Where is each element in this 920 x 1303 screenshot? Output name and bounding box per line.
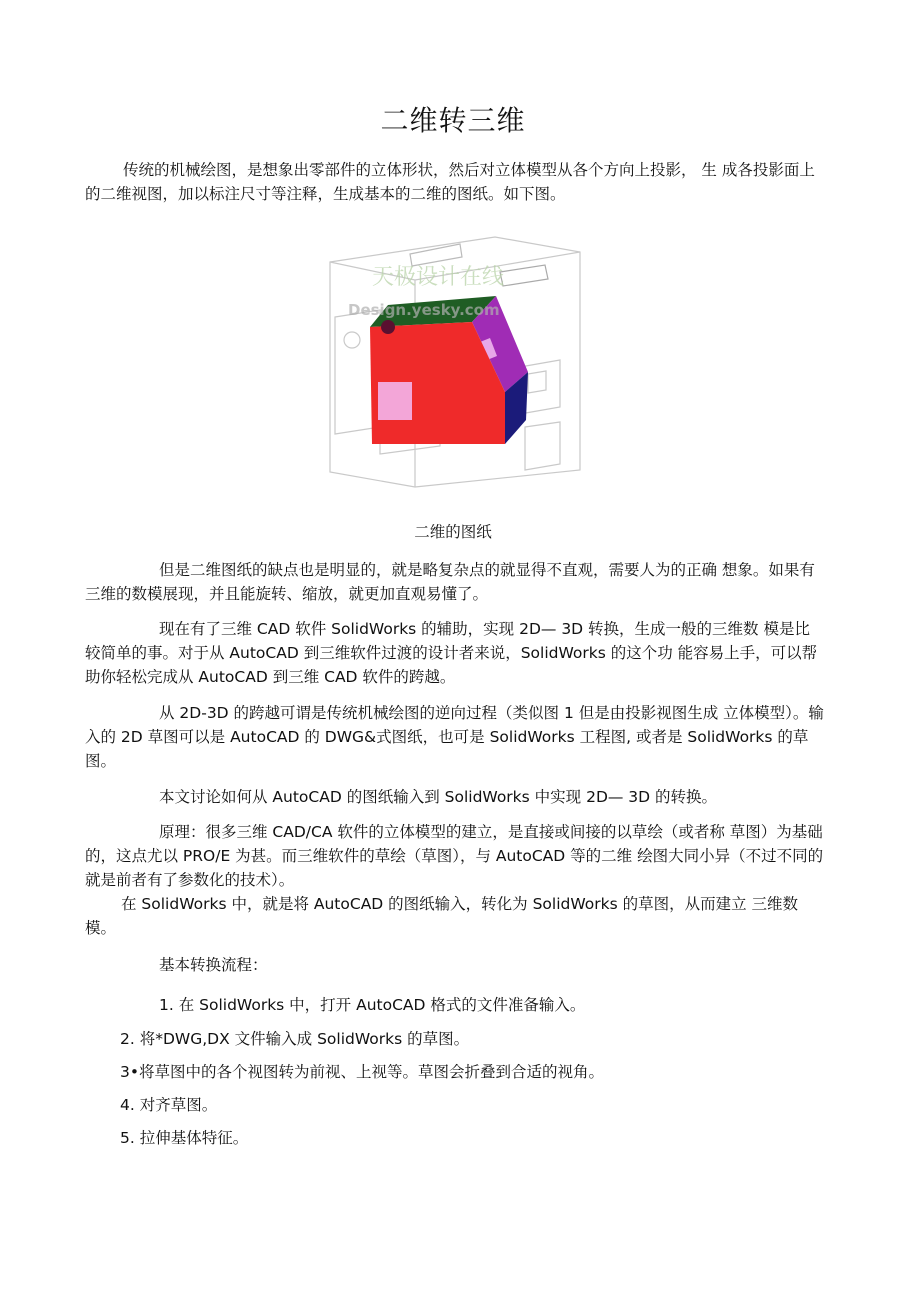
paragraph-2: 现在有了三维 CAD 软件 SolidWorks 的辅助，实现 2D— 3D 转换，生成一般的三维数 模是比较简单的事。对于从 AutoCAD 到三维软件过渡的设计者来说，SolidWorks 的这个功 能容易上手，可以帮助你轻松完成从 AutoCAD 到三维 CAD 软件的跨越。 [85, 620, 818, 686]
paragraph-3: 从 2D-3D 的跨越可谓是传统机械绘图的逆向过程（类似图 1 但是由投影视图生成 立体模型）。输入的 2D 草图可以是 AutoCAD 的 DWG&式图纸，也可是 SolidWorks 工程图, 或者是 SolidWorks 的草图。 [85, 704, 824, 770]
step-2: 2. 将*DWG,DX 文件输入成 SolidWorks 的草图。 [120, 1030, 470, 1048]
watermark-cn: 天极设计在线 [372, 265, 505, 290]
paragraph-4: 本文讨论如何从 AutoCAD 的图纸输入到 SolidWorks 中实现 2D— 3D 的转换。 [159, 788, 718, 806]
figure-caption: 二维的图纸 [414, 523, 492, 541]
intro-paragraph: 传统的机械绘图，是想象出零部件的立体形状，然后对立体模型从各个方向上投影， 生 成各投影面上的二维视图，加以标注尺寸等注释，生成基本的二维的图纸。如下图。 [85, 161, 815, 203]
front-window [378, 382, 412, 420]
paragraph-1: 但是二维图纸的缺点也是明显的，就是略复杂点的就显得不直观，需要人为的正确 想象。如果有三维的数模展现，并且能旋转、缩放，就更加直观易懂了。 [85, 561, 815, 603]
step-5: 5. 拉伸基体特征。 [120, 1129, 249, 1147]
page-title: 二维转三维 [380, 104, 526, 137]
figure-image [320, 232, 585, 490]
figure-2d-drawing [320, 232, 585, 490]
step-4: 4. 对齐草图。 [120, 1096, 218, 1114]
watermark-en: Design.yesky.com [348, 301, 500, 319]
hole [381, 320, 395, 334]
step-1: 1. 在 SolidWorks 中，打开 AutoCAD 格式的文件准备输入。 [159, 996, 586, 1014]
paragraph-7: 基本转换流程： [159, 956, 268, 974]
paragraph-5: 原理：很多三维 CAD/CA 软件的立体模型的建立，是直接或间接的以草绘（或者称 草图）为基础的，这点尤以 PRO/E 为甚。而三维软件的草绘（草图），与 AutoCAD 等的二维 绘图大同小异（不过不同的就是前者有了参数化的技术）。 [85, 823, 824, 889]
paragraph-6: 在 SolidWorks 中，就是将 AutoCAD 的图纸输入，转化为 SolidWorks 的草图，从而建立 三维数模。 [85, 895, 799, 937]
step-3: 3•将草图中的各个视图转为前视、上视等。草图会折叠到合适的视角。 [120, 1063, 605, 1081]
